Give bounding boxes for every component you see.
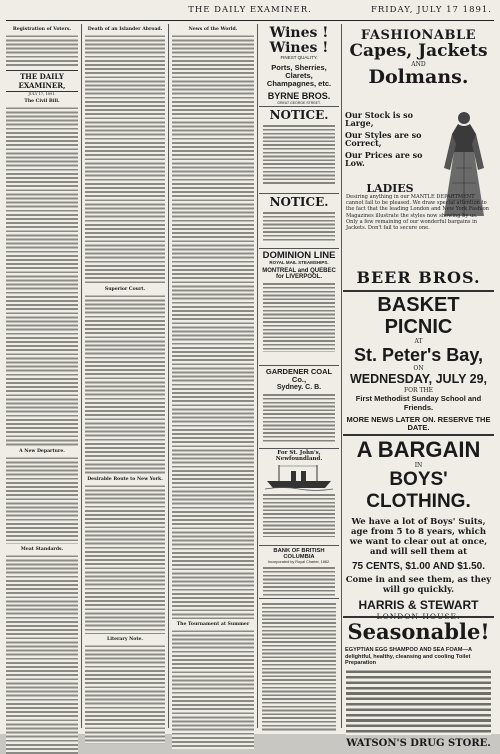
on-word: ON	[413, 365, 424, 372]
reserve-date: MORE NEWS LATER ON. RESERVE THE DATE.	[346, 415, 491, 432]
notice-ad-2	[259, 194, 339, 249]
gardener-location: Sydney. C. B.	[276, 383, 322, 391]
in-word: IN	[414, 462, 423, 469]
article-body	[85, 484, 165, 634]
wines-ad	[259, 24, 339, 107]
sailing-schedule	[263, 282, 335, 352]
ladies-text: Desiring anything in our MANTLE DEPARTMENT cannot fail to be pleased. We draw special attention to the fact that the leading London and New York Fashion Magazines illustrate the styles now showing by us. Only a few remaining of our wonderful bargains in Jackets. Don't fail to secure one.	[346, 194, 489, 232]
watsons-drug-store: WATSON'S DRUG STORE.	[346, 737, 491, 749]
stock-line-2: Our Styles are so Correct,	[345, 129, 422, 149]
picnic-ad	[343, 294, 494, 434]
wines-subtitle: FINEST QUALITY.	[280, 55, 318, 61]
notice-body	[263, 124, 335, 184]
harris-stewart: HARRIS & STEWART	[358, 598, 479, 612]
article-heading: Superior Court.	[104, 287, 146, 292]
article-heading: The Tournament at Summer	[176, 622, 250, 627]
gardener-title: GARDENER COAL Co.,	[265, 367, 333, 384]
article-heading: Literary Note.	[106, 637, 143, 642]
come-in-line: Come in and see them, as they will go quickly.	[345, 575, 492, 595]
beer-bros: BEER BROS.	[356, 268, 481, 287]
article-body	[6, 554, 78, 754]
bank-ad	[259, 546, 339, 599]
article-body	[6, 34, 78, 68]
methodist-line: First Methodist Sunday School and Friends.	[355, 394, 482, 412]
suit-prices: 75 CENTS, $1.00 AND $1.50.	[351, 561, 486, 572]
bank-title: BANK OF BRITISH COLUMBIA	[273, 548, 325, 561]
article-heading: News of the World.	[188, 27, 238, 32]
and-word: AND	[411, 60, 426, 68]
page-header	[8, 5, 492, 19]
steamship-illustration	[260, 463, 338, 491]
article-body	[172, 629, 254, 749]
gardener-body	[263, 393, 335, 443]
st-peters-bay: St. Peter's Bay,	[353, 345, 483, 365]
stock-line-1: Our Stock is so Large,	[345, 110, 413, 129]
column-2	[85, 24, 165, 728]
byrne-address: GREAT GEORGE STREET.	[277, 101, 321, 106]
ladies-heading: LADIES	[366, 182, 414, 195]
notice-title: NOTICE.	[269, 108, 329, 122]
notice-ad-1	[259, 107, 339, 194]
article-body	[6, 456, 78, 544]
stjohns-body	[263, 493, 335, 537]
egyptian-shampoo: EGYPTIAN EGG SHAMPOO AND SEA FOAM—A delightful, healthy, cleansing and cooling Toilet Preparation	[345, 647, 472, 667]
at-word: AT	[414, 338, 423, 345]
column-5-ads	[343, 24, 494, 749]
dolmans: Dolmans.	[368, 65, 469, 88]
header-rule	[6, 20, 494, 21]
for-word: FOR THE	[403, 387, 434, 394]
bank-body	[263, 566, 335, 596]
column-divider	[257, 24, 258, 728]
column-4-ads	[259, 24, 339, 728]
paper-title: THE DAILY EXAMINER.	[188, 5, 312, 15]
article-body	[6, 106, 78, 446]
notice-title: NOTICE.	[269, 195, 329, 209]
masthead-date: JULY 17, 1891.	[28, 92, 56, 96]
article-body	[85, 34, 165, 284]
dominion-route: MONTREAL and QUEBEC	[262, 267, 336, 274]
dominion-subtitle: ROYAL MAIL STEAMSHIPS.	[269, 259, 329, 265]
stock-line-3: Our Prices are so Low.	[345, 149, 423, 168]
a-bargain: A BARGAIN	[356, 437, 481, 462]
ad-divider	[343, 616, 494, 618]
article-heading: A New Departure.	[19, 449, 65, 454]
article-heading: Desirable Route to New York.	[87, 477, 163, 482]
issue-date: FRIDAY, JULY 17 1891.	[370, 5, 492, 15]
boys-clothing-ad	[343, 437, 494, 621]
fashion-heading: FASHIONABLE	[360, 28, 477, 43]
column-3	[172, 24, 254, 728]
bank-subtitle: Incorporated by Royal Charter, 1862.	[267, 560, 331, 565]
notice-body	[263, 211, 335, 241]
column-divider	[341, 24, 342, 728]
seasonable-ad	[343, 620, 494, 750]
article-heading: Registration of Voters.	[12, 27, 72, 32]
article-heading: The Civil Bill.	[24, 99, 60, 104]
stjohns-steamer-ad	[259, 449, 339, 546]
column-divider	[168, 24, 169, 728]
byrne-bros: BYRNE BROS.	[267, 91, 331, 101]
london-house: LONDON HOUSE.	[376, 612, 461, 621]
column-divider	[81, 24, 82, 728]
picnic-date: WEDNESDAY, JULY 29,	[349, 372, 488, 386]
ad-divider	[343, 290, 494, 292]
masthead: THE DAILY EXAMINER,	[6, 70, 78, 92]
seasonable-heading: Seasonable!	[347, 619, 490, 644]
boys-clothing: BOYS' CLOTHING.	[366, 469, 471, 512]
dominion-destination: for LIVERPOOL.	[275, 273, 322, 280]
suits-description: We have a lot of Boys' Suits, age from 5 to 8 years, which we want to clear out at once, and will sell them at	[349, 517, 488, 557]
misc-notices	[262, 602, 336, 732]
article-body	[85, 294, 165, 474]
article-body	[172, 34, 254, 619]
dominion-title: DOMINION LINE	[262, 250, 336, 261]
capes-jackets: Capes, Jackets	[349, 41, 488, 61]
wines-list: Ports, Sherries, Clarets, Champagnes, etc.	[266, 63, 332, 89]
basket-picnic: BASKET PICNIC	[377, 294, 460, 338]
product-list	[346, 669, 491, 735]
article-heading: Death of an Islander Abroad.	[87, 27, 163, 32]
ad-divider	[343, 434, 494, 436]
dominion-line-ad	[259, 249, 339, 366]
wines-title: Wines ! Wines !	[269, 25, 329, 56]
article-body	[85, 644, 165, 744]
column-1	[6, 24, 78, 728]
gardener-coal-ad	[259, 366, 339, 449]
beer-bros-sign	[343, 268, 494, 288]
article-heading: Meat Standards.	[20, 547, 64, 552]
stjohns-title: For St. John's, Newfoundland.	[275, 450, 323, 462]
